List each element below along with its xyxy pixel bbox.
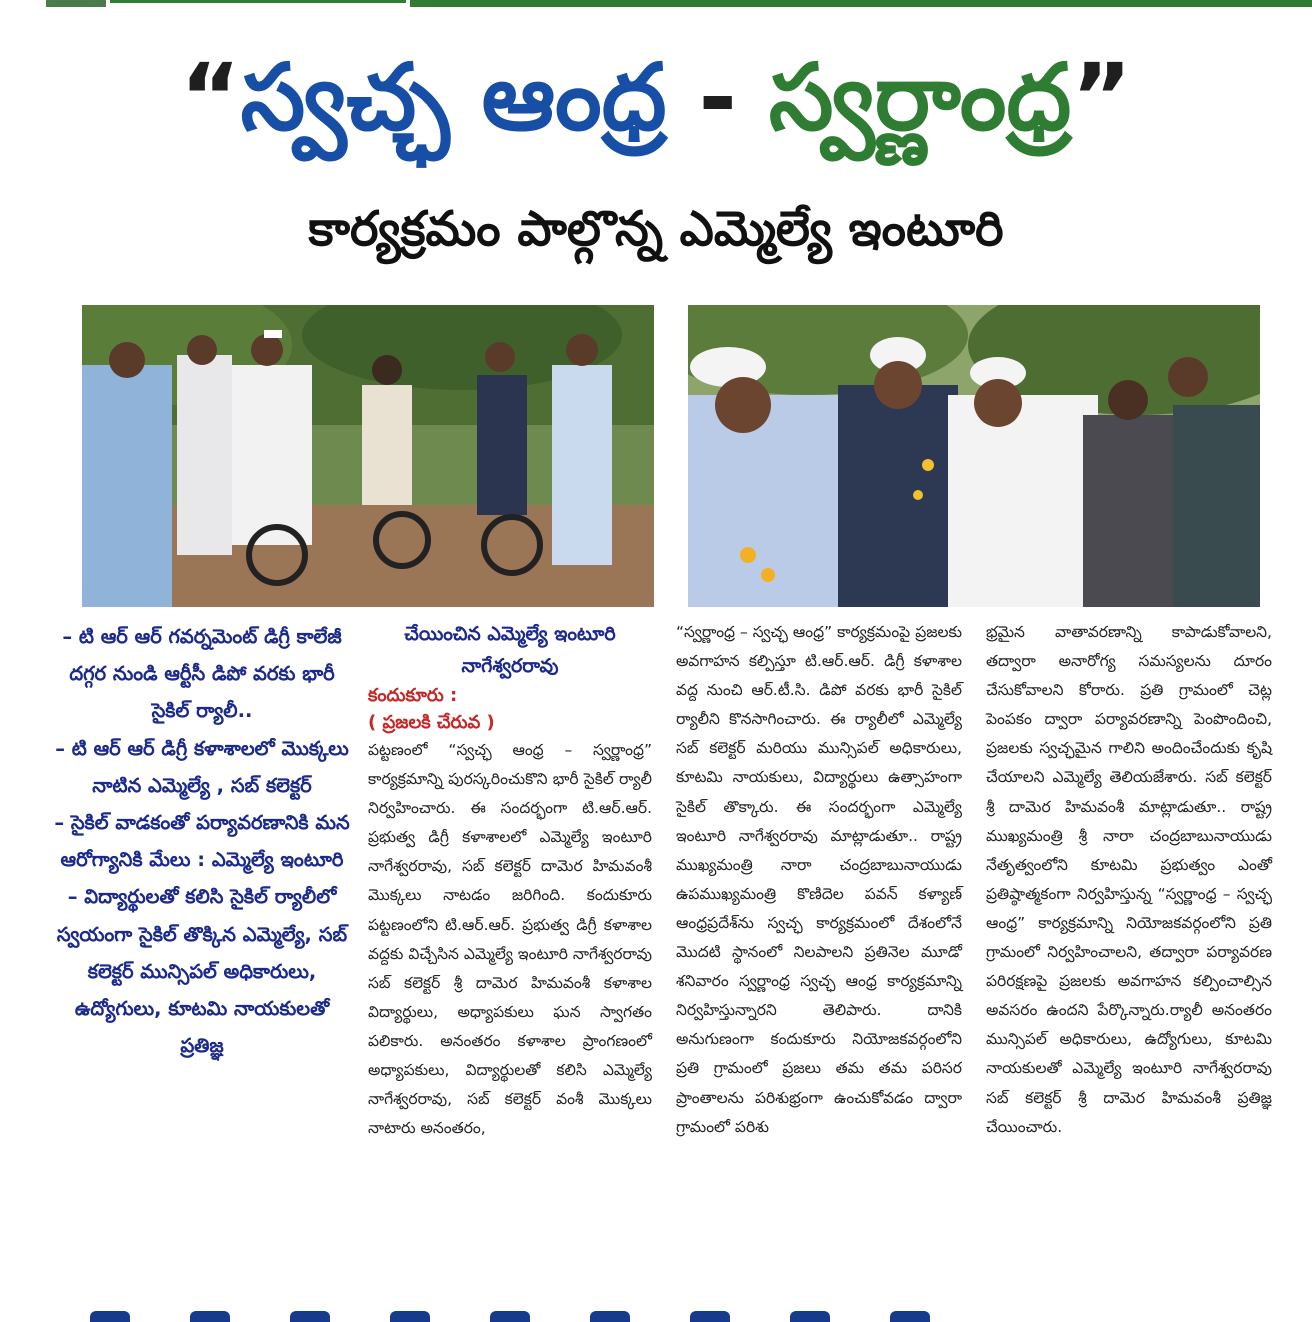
subheadline: కార్యక్రమం పాల్గొన్న ఎమ్మెల్యే ఇంటూరి <box>308 201 1004 257</box>
photo-flower-welcome <box>688 305 1260 607</box>
photo-cycle-rally-image <box>82 305 654 607</box>
article-column-2 <box>368 618 652 1143</box>
highlights-list <box>52 618 352 1064</box>
headline-part-swachh-andhra: స్వచ్ఛ ఆంధ్ర <box>240 44 667 151</box>
headline-part-swarnandhra: స్వర్ణాంధ్ర <box>768 44 1072 151</box>
headline-dash: - <box>666 44 769 151</box>
top-bar-right <box>410 0 1312 7</box>
next-headline-fragment <box>90 1310 1090 1322</box>
highlight-item: – టి ఆర్ ఆర్ గవర్నమెంట్ డిగ్రీ కాలేజీ దగ్గర నుండి ఆర్టీసీ డిపో వరకు భారీ సైకిల్ ర్యాలీ.. <box>62 625 342 723</box>
dateline-place: కందుకూరు : <box>368 685 458 706</box>
photo-flower-welcome-image <box>688 305 1260 607</box>
highlight-item: – సైకిల్ వాడకంతో పర్యావరణానికి మన ఆరోగ్యానికి మేలు : ఎమ్మెల్యే ఇంటూరి <box>54 811 350 872</box>
top-bar-left <box>46 0 106 7</box>
article-column-3 <box>676 618 962 1142</box>
highlight-item: – టి ఆర్ ఆర్ డిగ్రీ కళాశాలలో మొక్కలు నాటిన ఎమ్మెల్యే , సబ్ కలెక్టర్ <box>55 736 349 797</box>
headline-quote-open: “ <box>180 44 241 151</box>
headline-quote-close: ” <box>1071 44 1132 151</box>
photo-cycle-rally <box>82 305 654 607</box>
article-body-text: “స్వర్ణాంధ్ర – స్వచ్ఛ ఆంధ్ర” కార్యక్రమంపై ప్రజలకు అవగాహన కల్పిస్తూ టి.ఆర్.ఆర్. డిగ్రీ కళాశాల వద్ద నుంచి ఆర్.టీ.సి. డిపో వరకు భారీ సైకిల్ ర్యాలీని కొనసాగించారు. ఈ ర్యాలీలో ఎమ్మెల్యే సబ్ కలెక్టర్ మరియు మున్సిపల్ అధికారులు, కూటమి నాయకులు, విద్యార్థులు ఉత్సాహంగా సైకిల్ తొక్కారు. ఈ సందర్భంగా ఎమ్మెల్యే ఇంటూరి నాగేశ్వరరావు మాట్లాడుతూ.. రాష్ట్ర ముఖ్యమంత్రి నారా చంద్రబాబునాయుడు ఉపముఖ్యమంత్రి కొణిదెల పవన్ కళ్యాణ్ ఆంధ్రప్రదేశ్‌ను స్వచ్ఛ కార్యక్రమంలో దేశంలోనే మొదటి స్థానంలో నిలపాలని ప్రతినెల మూడో శనివారం స్వర్ణాంధ్ర స్వచ్ఛ ఆంధ్ర కార్యక్రమాన్ని నిర్వహిస్తున్నారని తెలిపారు. దానికి అనుగుణంగా కందుకూరు నియోజకవర్గంలోని ప్రతి గ్రామంలో ప్రజలు తమ తమ పరిసర ప్రాంతాలను పరిశుభ్రంగా ఉంచుకోవడం ద్వారా గ్రామంలో పరిశు <box>676 623 962 1136</box>
column-heading: చేయించిన ఎమ్మెల్యే ఇంటూరి నాగేశ్వరరావు <box>404 623 616 677</box>
top-bar-middle <box>110 0 406 3</box>
article-body-text: భ్రమైన వాతావరణాన్ని కాపాడుకోవాలని, తద్వారా అనారోగ్య సమస్యలను దూరం చేసుకోవాలని కోరారు. ప్రతి గ్రామంలో చెట్ల పెంపకం ద్వారా పర్యావరణాన్ని పెంపొందించి, ప్రజలకు స్వచ్ఛమైన గాలిని అందించేందుకు కృషి చేయాలని ఎమ్మెల్యే తెలియజేశారు. సబ్ కలెక్టర్ శ్రీ దామెర హిమవంశీ మాట్లాడుతూ.. రాష్ట్ర ముఖ్యమంత్రి శ్రీ నారా చంద్రబాబునాయుడు నేతృత్వంలోని కూటమి ప్రభుత్వం ఎంతో ప్రతిష్ఠాత్మకంగా నిర్వహిస్తున్న “స్వర్ణాంధ్ర – స్వచ్ఛ ఆంధ్ర” కార్యక్రమాన్ని నియోజకవర్గంలోని ప్రతి గ్రామంలో నిర్వహించాలని, తద్వారా పర్యావరణ పరిరక్షణపై ప్రజలకు అవగాహన కల్పించాల్సిన అవసరం ఉందని పేర్కొన్నారు.ర్యాలీ అనంతరం మున్సిపల్ అధికారులు, ఉద్యోగులు, కూటమి నాయకులతో ఎమ్మెల్యే ఇంటూరి నాగేశ్వరరావు సబ్ కలెక్టర్ శ్రీ దామెర హిమవంశీ ప్రతిజ్ఞ చేయించారు. <box>986 623 1272 1136</box>
article-column-4 <box>986 618 1272 1142</box>
article-body-text: పట్టణంలో “స్వచ్ఛ ఆంధ్ర – స్వర్ణాంధ్ర” కార్యక్రమాన్ని పురస్కరించుకొని భారీ సైకిల్ ర్యాలీ నిర్వహించారు. ఈ సందర్భంగా టి.ఆర్.ఆర్. ప్రభుత్వ డిగ్రీ కళాశాలలో ఎమ్మెల్యే ఇంటూరి నాగేశ్వరరావు, సబ్ కలెక్టర్ దామెర హిమవంశీ మొక్కలు నాటడం జరిగింది. కందుకూరు పట్టణంలోని టి.ఆర్.ఆర్. ప్రభుత్వ డిగ్రీ కళాశాల వద్దకు విచ్చేసిన ఎమ్మెల్యే ఇంటూరి నాగేశ్వరరావు సబ్ కలెక్టర్ శ్రీ దామెర హిమవంశీ కళాశాల విద్యార్థులు, అధ్యాపకులు ఘన స్వాగతం పలికారు. అనంతరం కళాశాల ప్రాంగణంలో అధ్యాపకులు, విద్యార్థులతో కలిసి ఎమ్మెల్యే నాగేశ్వరరావు, సబ్ కలెక్టర్ వంశీ మొక్కలు నాటారు అనంతరం, <box>368 741 652 1138</box>
highlight-item: – విద్యార్థులతో కలిసి సైకిల్ ర్యాలీలో స్వయంగా సైకిల్ తొక్కిన ఎమ్మెల్యే, సబ్ కలెక్టర్ మున్సిపల్ అధికారులు, ఉద్యోగులు, కూటమి నాయకులతో ప్రతిజ్ఞ <box>56 885 348 1058</box>
headline <box>0 38 1312 158</box>
dateline-source: ( ప్రజలకి చేరువ ) <box>368 712 495 733</box>
